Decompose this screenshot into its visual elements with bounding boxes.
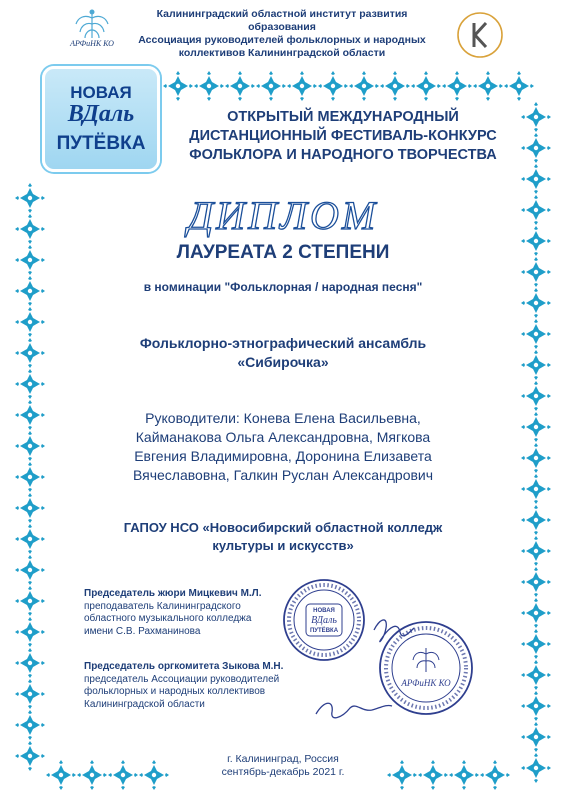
institution-line-1: ГАПОУ НСО «Новосибирский областной колледж xyxy=(123,520,443,535)
border-ornament-icon xyxy=(15,617,45,647)
border-ornament-icon xyxy=(521,660,551,690)
border-ornament-icon xyxy=(15,462,45,492)
border-ornament-icon xyxy=(521,133,551,163)
border-ornament-icon xyxy=(442,71,472,101)
border-ornament-icon xyxy=(15,741,45,771)
border-ornament-icon xyxy=(521,102,551,132)
border-ornament-icon xyxy=(349,71,379,101)
border-ornament-icon xyxy=(480,760,510,790)
organizer-names xyxy=(122,8,442,60)
border-ornament-icon xyxy=(521,257,551,287)
border-ornament-icon xyxy=(521,443,551,473)
border-ornament-icon xyxy=(473,71,503,101)
ensemble-line-2: «Сибирочка» xyxy=(237,354,329,370)
border-ornament-icon xyxy=(521,567,551,597)
signature-organizing-icon xyxy=(316,703,392,718)
border-ornament-icon xyxy=(15,369,45,399)
leaders-list xyxy=(83,409,483,485)
border-ornament-icon xyxy=(15,586,45,616)
jury-chair xyxy=(84,588,304,638)
association-stamp-icon xyxy=(380,622,472,714)
border-ornament-icon xyxy=(449,760,479,790)
nomination: в номинации "Фольклорная / народная песня" xyxy=(143,280,423,294)
border-ornament-icon xyxy=(108,760,138,790)
border-ornament-icon xyxy=(521,598,551,628)
border-ornament-icon xyxy=(521,381,551,411)
jury-line-2: преподаватель Калининградского xyxy=(84,600,241,612)
border-ornament-icon xyxy=(15,555,45,585)
organizing-line-4: Калининградской области xyxy=(84,698,205,710)
institution-name xyxy=(83,519,483,555)
border-ornament-icon xyxy=(380,71,410,101)
arfink-logo-icon xyxy=(66,6,118,56)
border-ornament-icon xyxy=(521,164,551,194)
festival-line-1: ОТКРЫТЫЙ МЕЖДУНАРОДНЫЙ xyxy=(227,109,459,125)
festival-title xyxy=(168,108,518,165)
border-ornament-icon xyxy=(139,760,169,790)
border-ornament-icon xyxy=(15,710,45,740)
border-ornament-icon xyxy=(15,400,45,430)
border-ornament-icon xyxy=(411,71,441,101)
border-ornament-icon xyxy=(521,691,551,721)
stamp2-center-text: АРФиНК КО xyxy=(401,678,451,688)
badge-line-1: НОВАЯ xyxy=(70,83,132,102)
border-ornament-icon xyxy=(15,307,45,337)
border-ornament-icon xyxy=(521,505,551,535)
leaders-line-3: Евгения Владимировна, Доронина Елизавета xyxy=(134,448,432,464)
organizing-line-2: председатель Ассоциации руководителей xyxy=(84,673,280,685)
border-ornament-icon xyxy=(15,648,45,678)
left-logo-text: АРФиНК КО xyxy=(70,39,114,48)
festival-line-3: ФОЛЬКЛОРА И НАРОДНОГО ТВОРЧЕСТВА xyxy=(189,147,497,163)
stamps-and-signatures xyxy=(276,568,486,728)
ensemble-name xyxy=(83,334,483,372)
stamp1-line-1: НОВАЯ xyxy=(313,608,335,614)
badge-line-3: ПУТЁВКА xyxy=(56,133,146,154)
org-line-3: коллективов Калининградской области xyxy=(178,47,386,59)
footer-city: г. Калининград, Россия xyxy=(227,753,339,765)
laureate-degree: ЛАУРЕАТА 2 СТЕПЕНИ xyxy=(176,242,390,263)
org-line-2: Ассоциация руководителей фольклорных и народных xyxy=(138,34,426,46)
border-ornament-icon xyxy=(163,71,193,101)
border-ornament-icon xyxy=(418,760,448,790)
festival-stamp-icon xyxy=(284,580,364,660)
stamp1-line-2: ВДаль xyxy=(311,615,337,626)
jury-line-4: имени С.В. Рахманинова xyxy=(84,625,201,637)
border-ornament-icon xyxy=(194,71,224,101)
border-ornament-icon xyxy=(521,350,551,380)
org-line-1: Калининградский областной институт развития образования xyxy=(156,8,408,33)
leaders-line-4: Вячеславовна, Галкин Руслан Александрович xyxy=(132,467,434,483)
border-ornament-icon xyxy=(15,214,45,244)
border-ornament-icon xyxy=(521,412,551,442)
border-ornament-icon xyxy=(521,226,551,256)
border-ornament-icon xyxy=(15,524,45,554)
diploma-title: ДИПЛОМ xyxy=(187,193,379,238)
festival-line-2: ДИСТАНЦИОННЫЙ ФЕСТИВАЛЬ-КОНКУРС xyxy=(189,128,497,144)
border-ornament-icon xyxy=(15,338,45,368)
leaders-line-2: Кайманакова Ольга Александровна, Мягкова xyxy=(135,429,431,445)
border-ornament-icon xyxy=(46,760,76,790)
organizing-line-3: фольклорных и народных коллективов xyxy=(84,686,266,698)
festival-badge xyxy=(42,66,160,172)
footer-place-date xyxy=(183,753,383,779)
border-ornament-icon xyxy=(15,679,45,709)
border-ornament-icon xyxy=(521,319,551,349)
institute-logo-icon xyxy=(455,10,505,60)
badge-line-2: ВДаль xyxy=(67,101,135,127)
border-ornament-icon xyxy=(504,71,534,101)
stamp1-line-3: ПУТЁВКА xyxy=(309,628,339,634)
border-ornament-icon xyxy=(521,629,551,659)
border-ornament-icon xyxy=(521,288,551,318)
border-ornament-icon xyxy=(225,71,255,101)
institution-line-2: культуры и искусств» xyxy=(212,538,354,553)
signature-jury-icon xyxy=(374,620,414,642)
border-ornament-icon xyxy=(287,71,317,101)
border-ornament-icon xyxy=(318,71,348,101)
border-ornament-icon xyxy=(521,474,551,504)
border-ornament-icon xyxy=(15,431,45,461)
border-ornament-icon xyxy=(15,183,45,213)
border-ornament-icon xyxy=(15,493,45,523)
border-ornament-icon xyxy=(521,722,551,752)
footer-date: сентябрь-декабрь 2021 г. xyxy=(221,766,345,778)
ensemble-line-1: Фольклорно-этнографический ансамбль xyxy=(139,335,427,351)
border-ornament-icon xyxy=(521,195,551,225)
border-ornament-icon xyxy=(15,245,45,275)
border-ornament-icon xyxy=(387,760,417,790)
jury-line-3: областного музыкального колледжа xyxy=(84,613,252,625)
border-ornament-icon xyxy=(256,71,286,101)
border-ornament-icon xyxy=(521,753,551,783)
organizing-role: Председатель оргкомитета Зыкова М.Н. xyxy=(84,661,284,672)
border-ornament-icon xyxy=(15,276,45,306)
border-ornament-icon xyxy=(77,760,107,790)
border-ornament-icon xyxy=(521,536,551,566)
jury-role: Председатель жюри Мицкевич М.Л. xyxy=(84,588,262,599)
leaders-line-1: Руководители: Конева Елена Васильевна, xyxy=(145,410,421,426)
